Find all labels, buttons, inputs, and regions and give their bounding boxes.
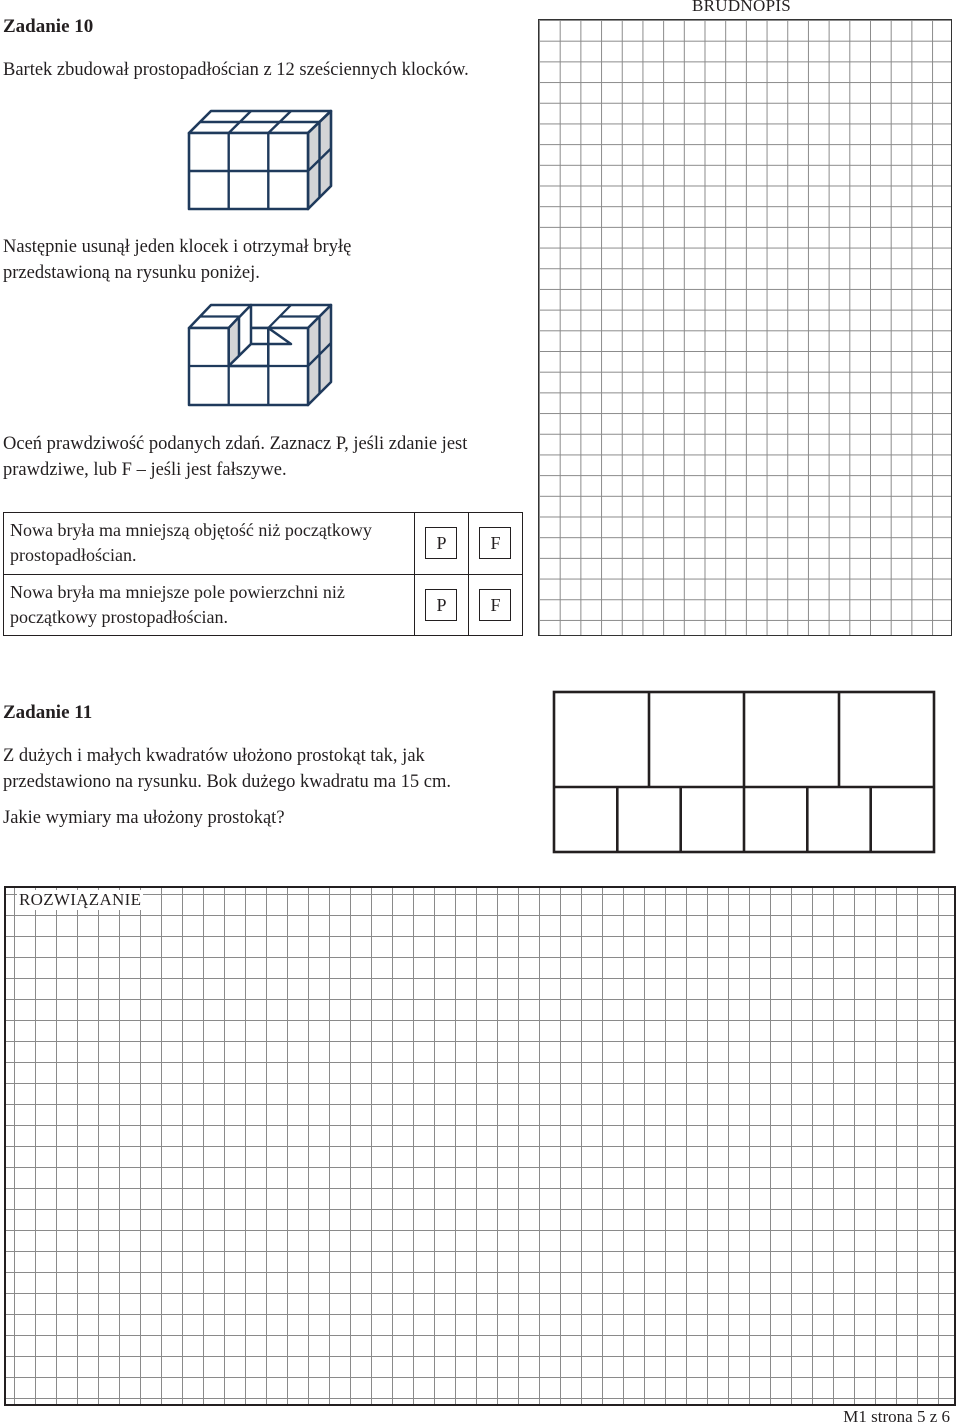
statement-row <box>4 574 523 636</box>
task10-instruction: Oceń prawdziwość podanych zdań. Zaznacz P, jeśli zdanie jest prawdziwe, lub F – jeśli jest fałszywe. <box>3 434 468 480</box>
cuboid-figure <box>186 106 336 214</box>
squares-rectangle-figure <box>552 690 937 855</box>
statement-row <box>4 513 523 575</box>
page-footer: M1 strona 5 z 6 <box>843 1407 950 1426</box>
task10-intro: Bartek zbudował prostopadłościan z 12 sześciennych klocków. <box>3 60 469 80</box>
task10-intro2: Następnie usunął jeden klocek i otrzymał bryłę przedstawioną na rysunku poniżej. <box>3 237 352 283</box>
option-f-checkbox[interactable]: F <box>479 527 511 559</box>
option-p-checkbox[interactable]: P <box>425 527 457 559</box>
brudnopis-label: BRUDNOPIS <box>690 0 793 16</box>
modified-solid-figure <box>186 300 336 410</box>
task11-text: Z dużych i małych kwadratów ułożono prostokąt tak, jak przedstawiono na rysunku. Bok dużego kwadratu ma 15 cm. <box>3 746 452 792</box>
task10-title: Zadanie 10 <box>3 16 94 37</box>
rozwiazanie-grid[interactable] <box>4 886 956 1406</box>
statements-table <box>3 512 523 636</box>
option-f-checkbox[interactable]: F <box>479 589 511 621</box>
task11-title: Zadanie 11 <box>3 702 93 723</box>
task11-question: Jakie wymiary ma ułożony prostokąt? <box>3 808 285 828</box>
option-p-checkbox[interactable]: P <box>425 589 457 621</box>
rozwiazanie-label: ROZWIĄZANIE <box>19 890 142 909</box>
brudnopis-grid[interactable] <box>538 19 952 636</box>
statement-text: Nowa bryła ma mniejszą objętość niż początkowy prostopadłościan. <box>4 513 415 575</box>
statement-text: Nowa bryła ma mniejsze pole powierzchni niż początkowy prostopadłościan. <box>4 574 415 636</box>
